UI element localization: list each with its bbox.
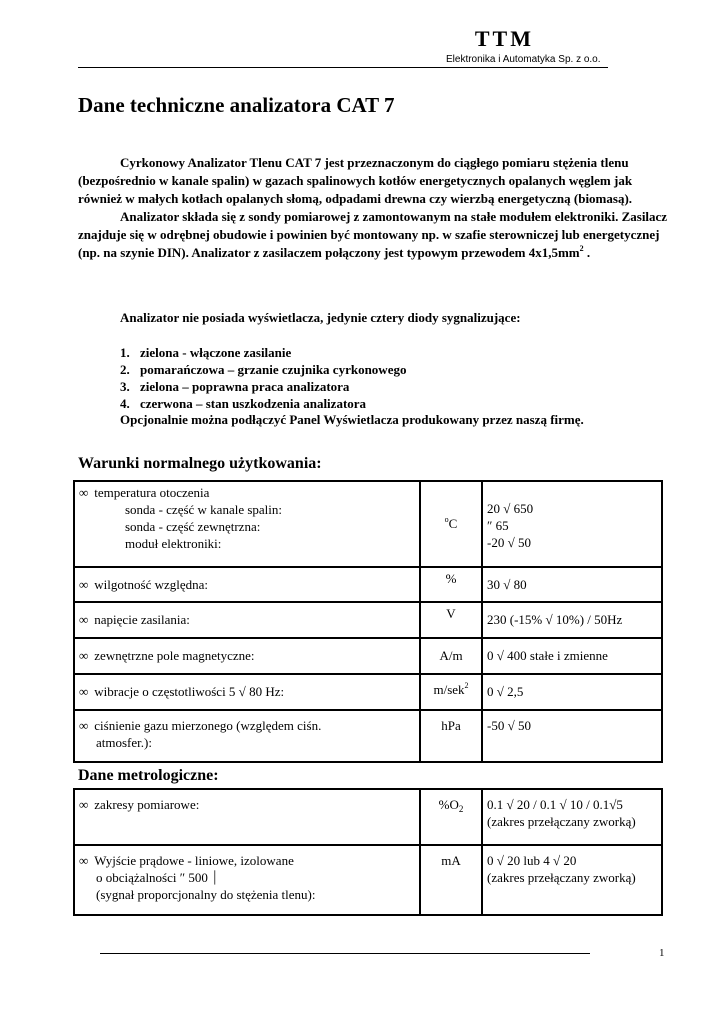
bullet-icon: ∞: [79, 718, 89, 733]
footer-rule: [100, 953, 590, 954]
vibration-unit: m/sek: [433, 682, 465, 697]
bullet-icon: ∞: [79, 853, 89, 868]
table-row: [74, 567, 662, 602]
intro-text: [78, 154, 668, 264]
metrology-table: [73, 788, 663, 916]
squared-sup: 2: [579, 244, 584, 253]
range-unit: %O: [438, 797, 459, 812]
degree-sup: o: [444, 514, 449, 524]
pressure-unit: hPa: [420, 710, 482, 762]
vibration-value: 0 √ 2,5: [482, 674, 662, 710]
range-unit-cell: [420, 789, 482, 845]
bullet-icon: ∞: [79, 577, 89, 592]
output-value-2: (zakres przełączany zworką): [487, 870, 636, 885]
conditions-table: [73, 480, 663, 763]
list-text: zielona - włączone zasilanie: [140, 345, 292, 360]
pressure-label-cell: [74, 710, 420, 762]
table-row: [74, 789, 662, 845]
bullet-icon: ∞: [79, 612, 89, 627]
intro-paragraph-2: [78, 208, 668, 264]
humidity-label-cell: [74, 567, 420, 602]
range-label: zakresy pomiarowe:: [94, 797, 200, 812]
list-item: [120, 344, 406, 361]
voltage-unit: V: [420, 602, 482, 638]
magnetic-label: zewnętrzne pole magnetyczne:: [94, 648, 255, 663]
range-label-cell: [74, 789, 420, 845]
optional-panel-note: Opcjonalnie można podłączyć Panel Wyświetlacza produkowany przez naszą firmę.: [120, 412, 584, 427]
temp-values-cell: [482, 481, 662, 567]
temp-value-2: ″ 65: [487, 518, 509, 533]
output-label-2: o obciążalności ″ 500 ⏐: [96, 870, 219, 885]
range-values-cell: [482, 789, 662, 845]
temp-label-cell: [74, 481, 420, 567]
temp-value-3: -20 √ 50: [487, 535, 531, 550]
metrology-heading: Dane metrologiczne:: [78, 767, 219, 784]
output-unit: mA: [420, 845, 482, 915]
voltage-label-cell: [74, 602, 420, 638]
list-item: [120, 378, 406, 395]
list-number: 4.: [120, 396, 130, 411]
output-values-cell: [482, 845, 662, 915]
led-list: [120, 344, 406, 412]
bullet-icon: ∞: [79, 684, 89, 699]
list-text: pomarańczowa – grzanie czujnika cyrkonowego: [140, 362, 407, 377]
temp-sub-1: sonda - część w kanale spalin:: [125, 502, 283, 517]
output-label-3: (sygnał proporcjonalny do stężenia tlenu):: [96, 887, 316, 902]
table-row: [74, 638, 662, 674]
output-label-1: Wyjście prądowe - liniowe, izolowane: [94, 853, 294, 868]
pressure-label: ciśnienie gazu mierzonego (względem ciśn.: [94, 718, 322, 733]
page-number: 1: [659, 947, 665, 959]
range-value-1: 0.1 √ 20 / 0.1 √ 10 / 0.1√5: [487, 797, 623, 812]
list-number: 1.: [120, 345, 130, 360]
intro-paragraph-2-text: Analizator składa się z sondy pomiarowej z zamontowanym na stałe modułem elektroniki. Zasilacz znajduje się w odrębnej obudowie i powinien być montowany np. w szafie sterowniczej lub energetycznej (np. na szynie DIN). Analizator z zasilaczem połączony jest typowym przewodem 4x1,5mm: [78, 209, 668, 260]
brand-logo: TTM: [474, 26, 534, 51]
magnetic-unit: A/m: [420, 638, 482, 674]
o2-subscript: 2: [458, 804, 464, 814]
intro-paragraph-1: Cyrkonowy Analizator Tlenu CAT 7 jest przeznaczonym do ciągłego pomiaru stężenia tlenu (bezpośrednio w kanale spalin) w gazach spalinowych kotłów energetycznych opalanych węglem jak również w małych kotłach opalanych słomą, odpadami drewna czy wierzbą energetyczną (biomasą).: [78, 155, 633, 206]
vibration-label: wibracje o częstotliwości 5 √ 80 Hz:: [94, 684, 285, 699]
vibration-unit-cell: [420, 674, 482, 710]
magnetic-label-cell: [74, 638, 420, 674]
temp-sub-3: moduł elektroniki:: [125, 536, 222, 551]
squared-sup: 2: [464, 681, 469, 690]
table-row: [74, 845, 662, 915]
list-number: 2.: [120, 362, 130, 377]
vibration-label-cell: [74, 674, 420, 710]
magnetic-value: 0 √ 400 stałe i zmienne: [482, 638, 662, 674]
list-text: czerwona – stan uszkodzenia analizatora: [140, 396, 367, 411]
table-row: [74, 602, 662, 638]
conditions-heading: Warunki normalnego użytkowania:: [78, 455, 322, 472]
humidity-unit: %: [420, 567, 482, 602]
led-heading: Analizator nie posiada wyświetlacza, jedynie cztery diody sygnalizujące:: [120, 310, 521, 325]
range-value-2: (zakres przełączany zworką): [487, 814, 636, 829]
humidity-value: 30 √ 80: [482, 567, 662, 602]
table-row: [74, 710, 662, 762]
humidity-label: wilgotność względna:: [94, 577, 209, 592]
pressure-label-2: atmosfer.):: [96, 735, 152, 750]
output-label-cell: [74, 845, 420, 915]
pressure-value: -50 √ 50: [482, 710, 662, 762]
temp-sub-2: sonda - część zewnętrzna:: [125, 519, 261, 534]
page-title: Dane techniczne analizatora CAT 7: [78, 93, 395, 117]
header-rule: [78, 67, 608, 68]
list-item: [120, 361, 406, 378]
output-value-1: 0 √ 20 lub 4 √ 20: [487, 853, 577, 868]
table-row: [74, 481, 662, 567]
voltage-label: napięcie zasilania:: [94, 612, 190, 627]
company-name: Elektronika i Automatyka Sp. z o.o.: [446, 54, 601, 65]
list-text: zielona – poprawna praca analizatora: [140, 379, 350, 394]
bullet-icon: ∞: [79, 648, 89, 663]
temp-unit-cell: [420, 481, 482, 567]
list-number: 3.: [120, 379, 130, 394]
list-item: [120, 395, 406, 412]
temp-value-1: 20 √ 650: [487, 501, 534, 516]
temp-label: temperatura otoczenia: [94, 485, 210, 500]
voltage-value: 230 (-15% √ 10%) / 50Hz: [482, 602, 662, 638]
temp-unit: C: [448, 515, 458, 531]
table-row: [74, 674, 662, 710]
bullet-icon: ∞: [79, 797, 89, 812]
bullet-icon: ∞: [79, 485, 89, 500]
intro-paragraph-2-end: .: [583, 245, 591, 260]
